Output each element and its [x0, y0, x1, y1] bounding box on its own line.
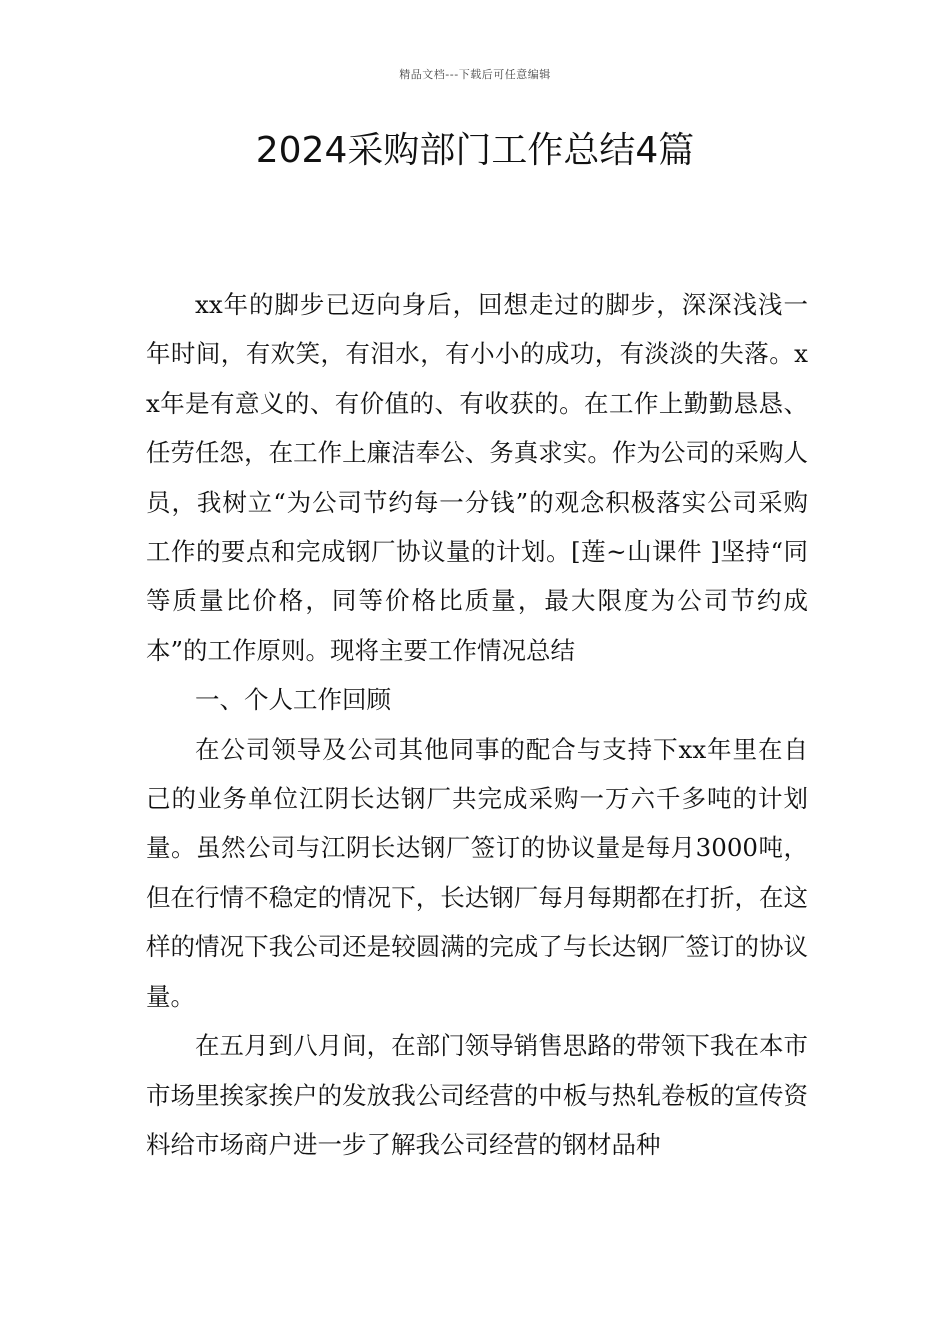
- document-title: 2024采购部门工作总结4篇: [255, 130, 695, 171]
- document-body: [146, 280, 808, 1169]
- section-heading: 一、个人工作回顾: [195, 685, 391, 715]
- page-header: 精品文档---下载后可任意编辑: [399, 68, 551, 81]
- paragraph-intro: xx年的脚步已迈向身后，回想走过的脚步，深深浅浅一年时间，有欢笑，有泪水，有小小的成功，有淡淡的失落。xx年是有意义的、有价值的、有收获的。在工作上勤勤恳恳、任劳任怨，在工作上廉洁奉公、务真求实。作为公司的采购人员，我树立“为公司节约每一分钱”的观念积极落实公司采购工作的要点和完成钢厂协议量的计划。[莲~山课件 ]坚持“同等质量比价格，同等价格比质量，最大限度为公司节约成本”的工作原则。现将主要工作情况总结: [146, 290, 808, 665]
- paragraph-marketing: 在五月到八月间，在部门领导销售思路的带领下我在本市市场里挨家挨户的发放我公司经营的中板与热轧卷板的宣传资料给市场商户进一步了解我公司经营的钢材品种: [146, 1031, 808, 1159]
- paragraph-work-review: 在公司领导及公司其他同事的配合与支持下xx年里在自己的业务单位江阴长达钢厂共完成采购一万六千多吨的计划量。虽然公司与江阴长达钢厂签订的协议量是每月3000吨，但在行情不稳定的情况下，长达钢厂每月每期都在打折，在这样的情况下我公司还是较圆满的完成了与长达钢厂签订的协议量。: [146, 734, 808, 1011]
